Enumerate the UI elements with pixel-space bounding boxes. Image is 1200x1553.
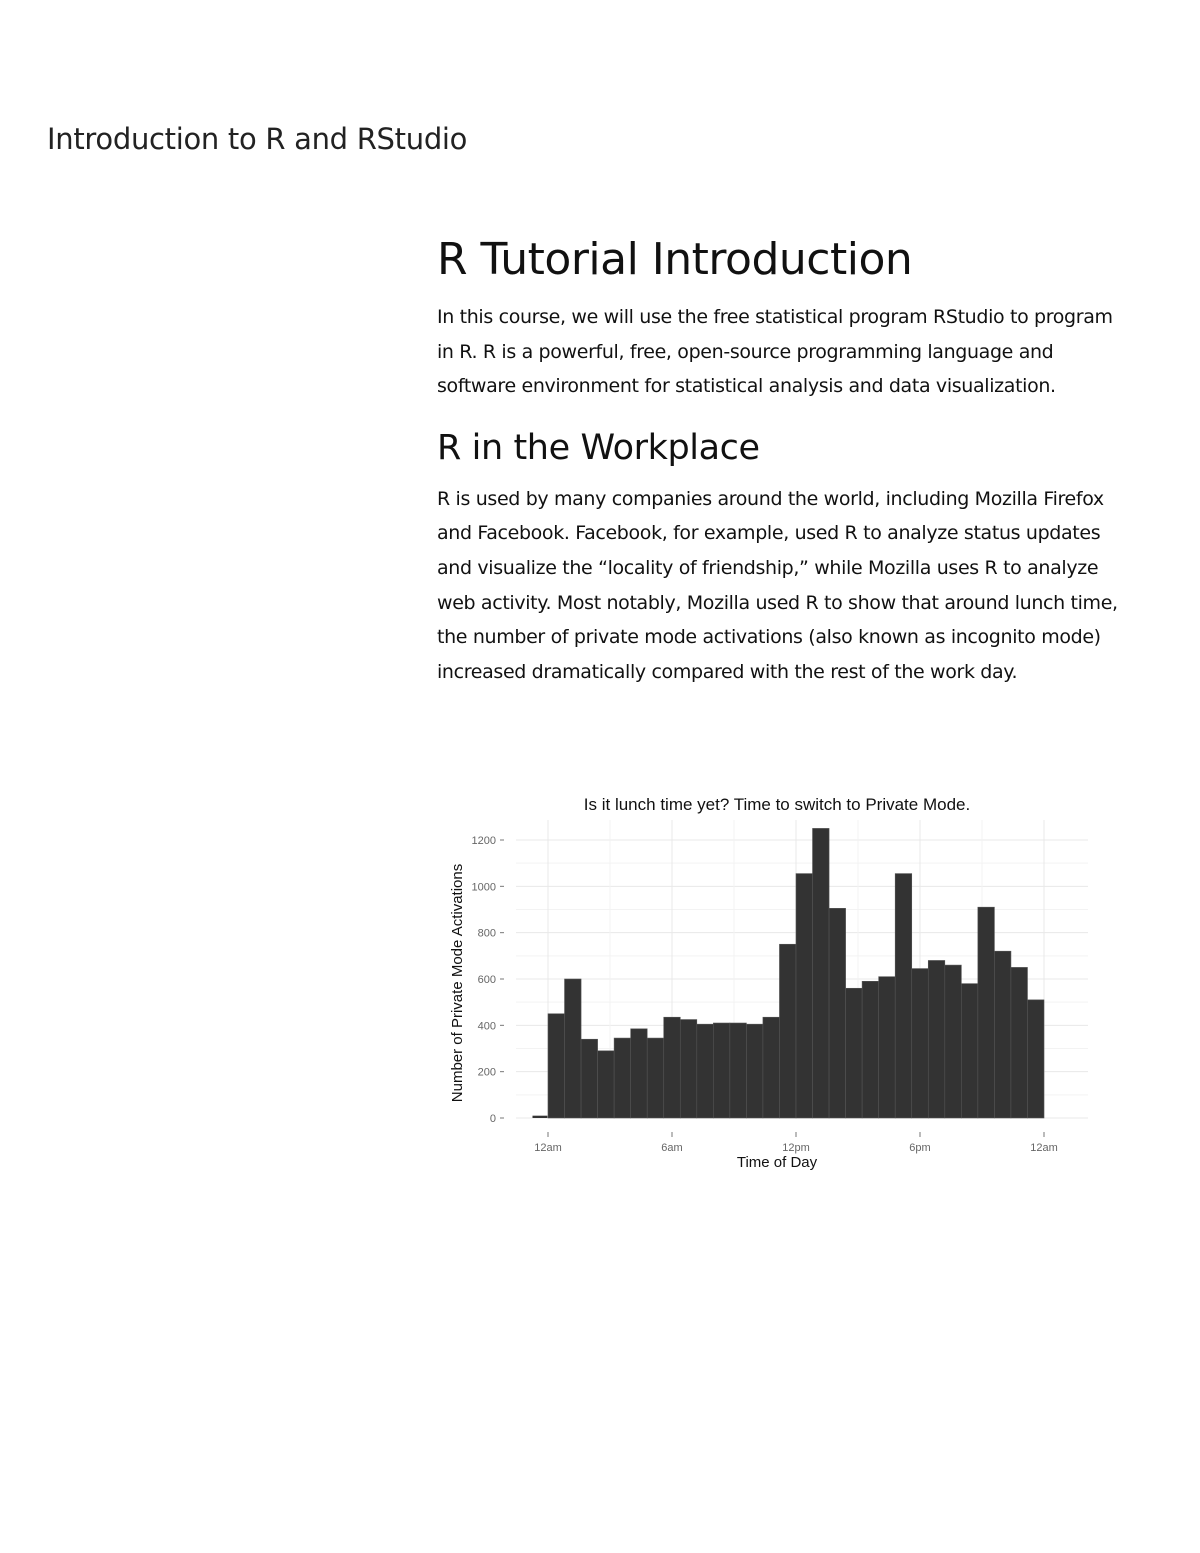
page-header-title: Introduction to R and RStudio: [47, 122, 468, 156]
intro-paragraph: In this course, we will use the free statistical program RStudio to program in R. R is a powerful, free, open-source programming language and software environment for statistical analysis and data visualization.: [437, 306, 1113, 398]
section-paragraph: R is used by many companies around the world, including Mozilla Firefox and Facebook. Facebook, for example, used R to analyze status updates and visualize the “locality of friendship,” while Mozilla uses R to analyze web activity. Most notably, Mozilla used R to show that around lunch time, the number of private mode activations (also known as incognito mode) increased dramatically compared with the rest of the work day.: [437, 487, 1118, 683]
y-tick-label: 400: [477, 1020, 496, 1033]
histogram-bar: [697, 1024, 714, 1118]
histogram-bar: [565, 979, 582, 1118]
histogram-bar: [548, 1014, 565, 1118]
y-tick-label: 200: [477, 1066, 496, 1079]
x-tick-label: 6pm: [909, 1142, 931, 1154]
x-tick-label: 6am: [661, 1142, 683, 1154]
histogram-bar: [1011, 967, 1028, 1118]
section-heading: R in the Workplace: [437, 427, 760, 468]
article-content: [437, 232, 1127, 689]
histogram-bar: [912, 969, 929, 1118]
histogram-bar: [779, 944, 796, 1118]
y-tick-label: 600: [477, 974, 496, 986]
histogram-bar: [862, 981, 879, 1118]
y-axis-label: Number of Private Mode Activations: [449, 863, 466, 1103]
chart-title: Is it lunch time yet? Time to switch to Private Mode.: [583, 795, 971, 814]
histogram-bar: [730, 1023, 747, 1118]
chart-svg: [436, 786, 1100, 1180]
histogram-bar: [647, 1038, 664, 1118]
histogram-bar: [581, 1039, 598, 1118]
histogram-bar: [928, 960, 945, 1118]
x-tick-label: 12am: [534, 1142, 562, 1154]
histogram-bar: [746, 1024, 763, 1118]
histogram-bar: [879, 977, 896, 1118]
histogram-bar: [895, 874, 912, 1118]
histogram-bar: [614, 1038, 631, 1118]
histogram-bar: [763, 1017, 780, 1118]
y-tick-label: 800: [477, 927, 496, 940]
histogram-bar: [1027, 1000, 1044, 1118]
article-heading: R Tutorial Introduction: [437, 234, 913, 285]
histogram-bar: [631, 1029, 648, 1118]
histogram-bar: [598, 1051, 615, 1118]
x-tick-label: 12pm: [782, 1142, 810, 1154]
histogram-bar: [680, 1020, 697, 1118]
histogram-bar: [796, 874, 813, 1118]
x-axis-label: Time of Day: [736, 1154, 818, 1171]
histogram-bar: [713, 1023, 730, 1118]
histogram-bar: [829, 908, 846, 1118]
activations-chart: [436, 786, 1100, 1180]
histogram-bar: [961, 984, 978, 1118]
y-tick-label: 1200: [471, 835, 496, 847]
y-tick-label: 1000: [471, 881, 496, 894]
histogram-bar: [978, 907, 995, 1118]
histogram-bar: [813, 828, 830, 1118]
histogram-bar: [994, 951, 1011, 1118]
chart-bars: [533, 828, 1045, 1118]
histogram-bar: [664, 1017, 681, 1118]
histogram-bar: [945, 965, 962, 1118]
histogram-bar: [533, 1116, 548, 1118]
y-tick-label: 0: [489, 1113, 496, 1125]
histogram-bar: [846, 988, 863, 1118]
x-tick-label: 12am: [1030, 1142, 1058, 1154]
